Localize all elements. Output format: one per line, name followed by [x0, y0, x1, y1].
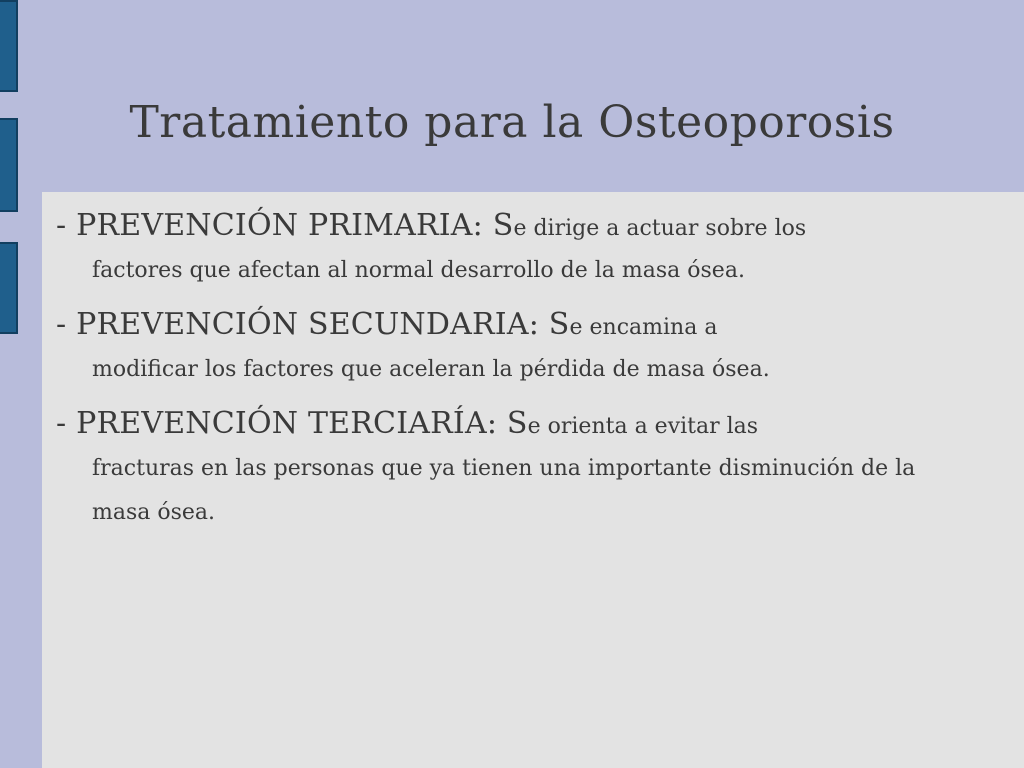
item-continuation: factores que afectan al normal desarrollo de la masa ósea. — [92, 258, 745, 283]
list-item-primaria — [56, 206, 944, 293]
list-item-terciaria — [56, 404, 944, 535]
content-panel — [42, 192, 1024, 768]
item-first-line: e orienta a evitar las — [527, 414, 759, 439]
slide-title: Tratamiento para la Osteoporosis — [129, 97, 895, 148]
item-heading: - PREVENCIÓN SECUNDARIA: S — [56, 307, 570, 342]
side-tab-decoration — [0, 0, 18, 92]
item-continuation: fracturas en las personas que ya tienen una importante disminución de la masa ósea. — [92, 456, 916, 525]
list-item-secundaria — [56, 305, 944, 392]
item-continuation: modificar los factores que aceleran la pérdida de masa ósea. — [92, 357, 770, 382]
item-heading: - PREVENCIÓN TERCIARÍA: S — [56, 406, 528, 441]
item-first-line: e encamina a — [569, 315, 718, 340]
item-first-line: e dirige a actuar sobre los — [513, 216, 807, 241]
side-tab-decoration — [0, 242, 18, 334]
item-heading: - PREVENCIÓN PRIMARIA: S — [56, 208, 514, 243]
